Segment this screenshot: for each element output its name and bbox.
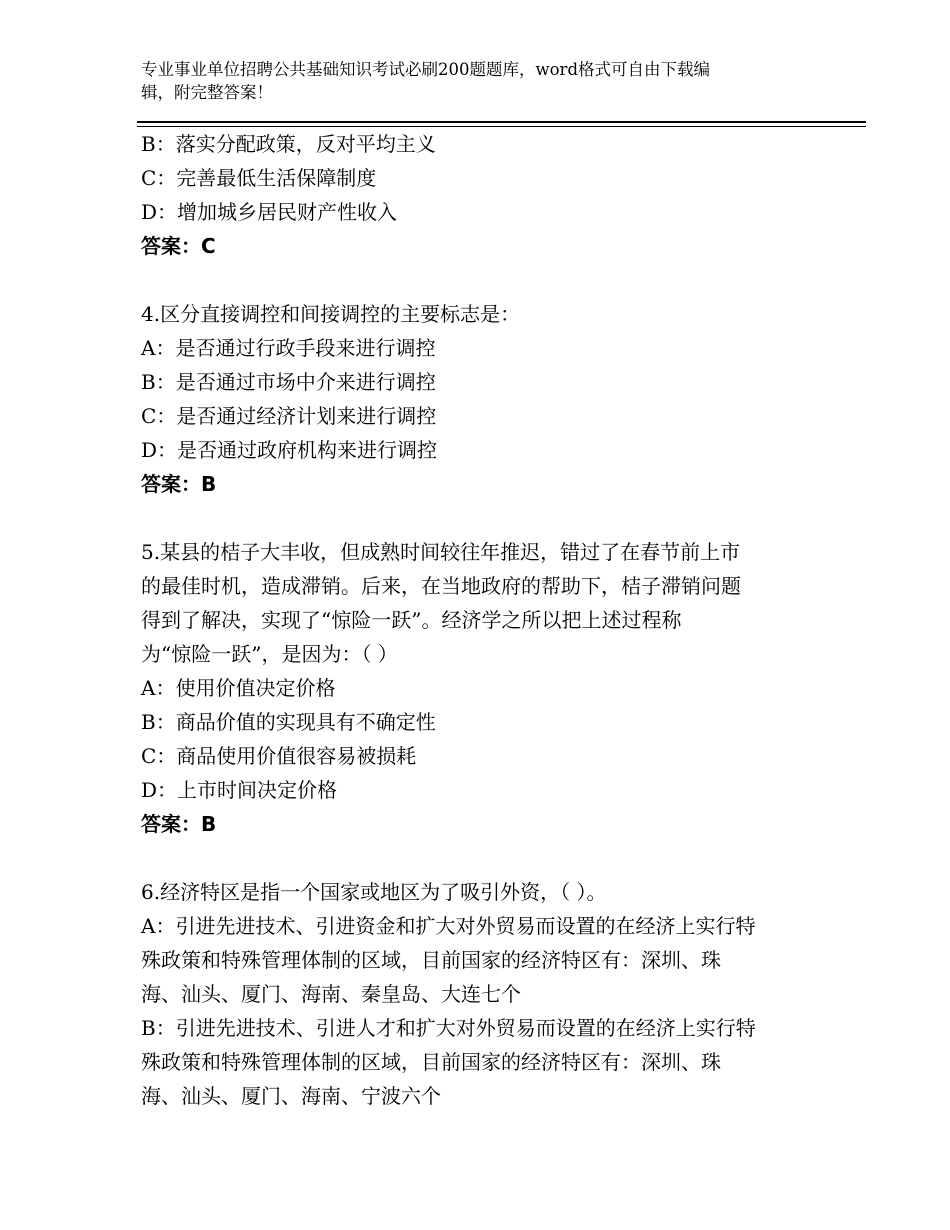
- question-6: [141, 875, 841, 1113]
- spacer: [141, 501, 841, 535]
- question-list: [141, 127, 841, 1113]
- option-a: A：使用价值决定价格: [141, 676, 336, 700]
- question-5: [141, 535, 841, 841]
- question-stem: 4.区分直接调控和间接调控的主要标志是：: [141, 302, 521, 326]
- option-b-line: 海、汕头、厦门、海南、宁波六个: [141, 1084, 441, 1108]
- option-b-line: 殊政策和特殊管理体制的区域，目前国家的经济特区有：深圳、珠: [141, 1050, 721, 1074]
- option-a-line: 殊政策和特殊管理体制的区域，目前国家的经济特区有：深圳、珠: [141, 948, 721, 972]
- option-a-line: A：引进先进技术、引进资金和扩大对外贸易而设置的在经济上实行特: [141, 914, 756, 938]
- header-line-2: 辑，附完整答案！: [141, 83, 273, 102]
- question-stem-line: 得到了解决，实现了“惊险一跃”。经济学之所以把上述过程称: [141, 608, 682, 632]
- question-3-tail: [141, 127, 841, 263]
- answer: 答案：C: [141, 234, 216, 258]
- spacer: [141, 841, 841, 875]
- option-b: B：落实分配政策，反对平均主义: [141, 132, 436, 156]
- spacer: [141, 263, 841, 297]
- option-d: D：是否通过政府机构来进行调控: [141, 438, 438, 462]
- page-header: [141, 58, 801, 104]
- question-stem: 6.经济特区是指一个国家或地区为了吸引外资，（ ）。: [141, 880, 607, 904]
- answer: 答案：B: [141, 472, 217, 496]
- option-b-line: B：引进先进技术、引进人才和扩大对外贸易而设置的在经济上实行特: [141, 1016, 756, 1040]
- header-rule-thick: [137, 121, 866, 123]
- option-a-line: 海、汕头、厦门、海南、秦皇岛、大连七个: [141, 982, 521, 1006]
- option-c: C：完善最低生活保障制度: [141, 166, 377, 190]
- option-b: B：商品价值的实现具有不确定性: [141, 710, 436, 734]
- option-a: A：是否通过行政手段来进行调控: [141, 336, 436, 360]
- header-line-1: 专业事业单位招聘公共基础知识考试必刷200题题库，word格式可自由下载编: [141, 60, 711, 79]
- answer: 答案：B: [141, 812, 217, 836]
- option-d: D：增加城乡居民财产性收入: [141, 200, 398, 224]
- question-stem-line: 为“惊险一跃”，是因为：（ ）: [141, 642, 398, 666]
- question-4: [141, 297, 841, 501]
- option-d: D：上市时间决定价格: [141, 778, 338, 802]
- option-c: C：商品使用价值很容易被损耗: [141, 744, 417, 768]
- question-stem-line: 5.某县的桔子大丰收，但成熟时间较往年推迟，错过了在春节前上市: [141, 540, 741, 564]
- option-c: C：是否通过经济计划来进行调控: [141, 404, 437, 428]
- option-b: B：是否通过市场中介来进行调控: [141, 370, 436, 394]
- question-stem-line: 的最佳时机，造成滞销。后来，在当地政府的帮助下，桔子滞销问题: [141, 574, 741, 598]
